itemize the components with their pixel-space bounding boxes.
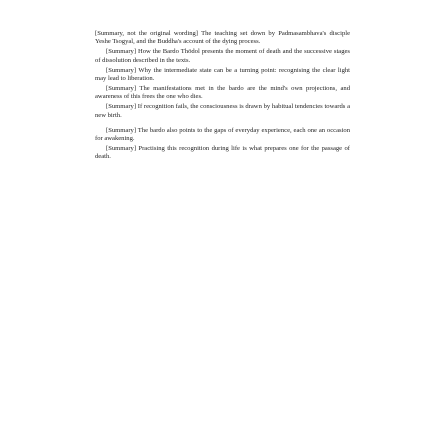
paragraph-5: [Summary] If recognition fails, the consciousness is drawn by habitual tendencies towards a new birth. [95, 103, 350, 119]
paragraph-4: [Summary] The manifestations met in the bardo are the mind's own projections, and awareness of this frees the one who dies. [95, 84, 350, 101]
paragraph-7: [Summary] Practising this recognition during life is what prepares one for the passage of death. [95, 144, 350, 161]
text-block [95, 30, 350, 425]
paragraph-2: [Summary] How the Bardo Thödol presents the moment of death and the successive stages of dissolution described in the texts. [95, 48, 350, 64]
paragraph-6: [Summary] The bardo also points to the gaps of everyday experience, each one an occasion for awakening. [95, 126, 350, 142]
paragraph-3: [Summary] Why the intermediate state can be a turning point: recognising the clear light may lead to liberation. [95, 66, 350, 83]
paragraph-1: [Summary, not the original wording] The teaching set down by Padmasambhava's disciple Yeshe Tsogyal, and the Buddha's account of the dying process. [95, 30, 350, 46]
